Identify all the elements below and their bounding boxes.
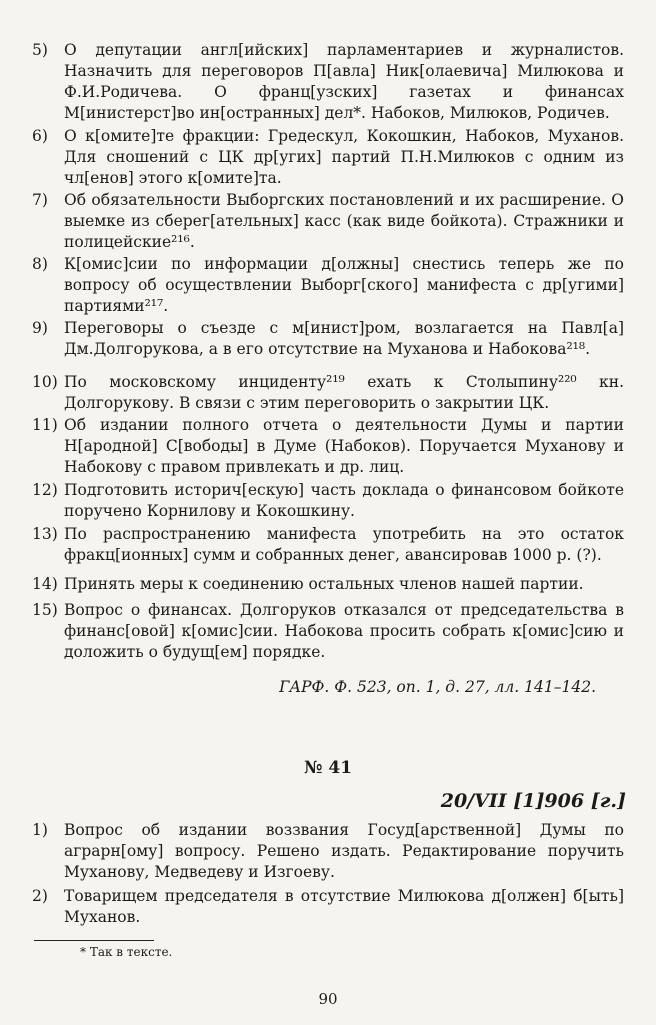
list-item: [32, 820, 624, 883]
list-item: [32, 190, 624, 253]
list-item: [32, 318, 624, 360]
list-item: [32, 524, 624, 566]
list-item: [32, 40, 624, 124]
document-number: № 41: [303, 758, 353, 778]
item-number: 6): [32, 127, 48, 145]
item-text: Вопрос о финансах. Долгоруков отказался от председательства в финанс[овой] к[омис]сии. Набокова просить собрать к[омис]сию и доложить о будущ[ем] порядке.: [64, 601, 624, 661]
item-text: Об обязательности Выборгских постановлений и их расширение. О выемке из сберег[ательных] касс (как виде бойкота). Стражники и полицейские²¹⁶.: [64, 191, 624, 251]
list-item: [32, 126, 624, 189]
list-item: [32, 886, 624, 928]
footnote-divider: [34, 940, 154, 941]
item-number: 5): [32, 41, 48, 59]
archive-source-reference: ГАРФ. Ф. 523, оп. 1, д. 27, лл. 141–142.: [279, 678, 596, 696]
item-text: По московскому инциденту²¹⁹ ехать к Столыпину²²⁰ кн. Долгорукову. В связи с этим переговорить о закрытии ЦК.: [64, 373, 624, 412]
item-number: 13): [32, 525, 58, 543]
list-item: [32, 372, 624, 414]
item-text: Принять меры к соединению остальных членов нашей партии.: [64, 575, 584, 593]
list-item: [32, 574, 624, 595]
item-number: 2): [32, 887, 48, 905]
item-number: 1): [32, 821, 48, 839]
item-text: Товарищем председателя в отсутствие Милюкова д[олжен] б[ыть] Муханов.: [64, 887, 624, 926]
document-date: 20/VII [1]906 [г.]: [440, 790, 626, 812]
item-number: 15): [32, 601, 58, 619]
item-number: 10): [32, 373, 58, 391]
page-number: 90: [318, 990, 338, 1008]
list-item: [32, 600, 624, 663]
item-text: Подготовить историч[ескую] часть доклада о финансовом бойкоте поручено Корнилову и Кокошкину.: [64, 481, 624, 520]
item-number: 9): [32, 319, 48, 337]
item-text: По распространению манифеста употребить на это остаток фракц[ионных] сумм и собранных денег, авансировав 1000 р. (?).: [64, 525, 624, 564]
item-text: Переговоры о съезде с м[инист]ром, возлагается на Павл[а] Дм.Долгорукова, а в его отсутствие на Муханова и Набокова²¹⁸.: [64, 319, 624, 358]
list-item: [32, 254, 624, 317]
item-number: 14): [32, 575, 58, 593]
item-number: 12): [32, 481, 58, 499]
footnote: * Так в тексте.: [80, 945, 173, 959]
item-number: 7): [32, 191, 48, 209]
item-number: 11): [32, 416, 58, 434]
list-item: [32, 480, 624, 522]
item-text: Вопрос об издании воззвания Госуд[арственной] Думы по аграрн[ому] вопросу. Решено издать. Редактирование поручить Муханову, Медведеву и Изгоеву.: [64, 821, 624, 881]
item-number: 8): [32, 255, 48, 273]
item-text: К[омис]сии по информации д[олжны] снестись теперь же по вопросу об осуществлении Выборг[ского] манифеста с др[угими] партиями²¹⁷.: [64, 255, 624, 315]
item-text: О депутации англ[ийских] парламентариев и журналистов. Назначить для переговоров П[авла] Ник[олаевича] Милюкова и Ф.И.Родичева. О франц[узских] газетах и финансах М[инистерст]во ин[остранных] дел*. Набоков, Милюков, Родичев.: [64, 41, 624, 122]
item-text: Об издании полного отчета о деятельности Думы и партии Н[ародной] С[вободы] в Думе (Набоков). Поручается Муханову и Набокову с правом привлекать и др. лиц.: [64, 416, 624, 476]
list-item: [32, 415, 624, 478]
item-text: О к[омите]те фракции: Гредескул, Кокошкин, Набоков, Муханов. Для сношений с ЦК др[угих] партий П.Н.Милюков с одним из чл[енов] этого к[омите]та.: [64, 127, 624, 187]
